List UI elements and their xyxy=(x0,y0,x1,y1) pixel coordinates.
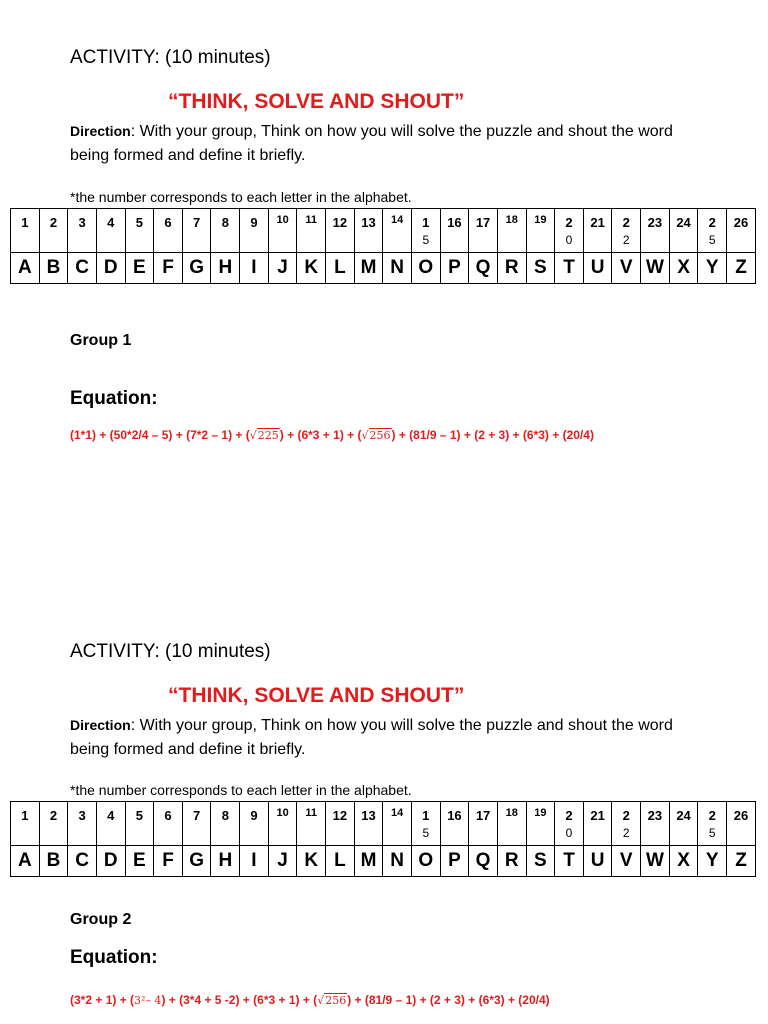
square-root-sign: √256 xyxy=(317,994,347,1007)
letter-cell: D xyxy=(96,846,125,877)
number-cell: 26 xyxy=(727,209,756,253)
number-cell: 4 xyxy=(96,802,125,846)
number-cell: 1 xyxy=(11,802,40,846)
letter-cell: P xyxy=(440,253,469,284)
letter-cell: U xyxy=(583,846,612,877)
letter-cell: Q xyxy=(469,253,498,284)
letter-cell: M xyxy=(354,253,383,284)
direction-text: : With your group, Think on how you will solve the puzzle and shout the word being formed and define it briefly. xyxy=(70,123,673,164)
letter-cell: A xyxy=(11,846,40,877)
number-cell: 14 xyxy=(383,802,412,846)
number-cell: 11 xyxy=(297,209,326,253)
letter-cell: I xyxy=(240,846,269,877)
letter-cell: F xyxy=(154,846,183,877)
game-title: “THINK, SOLVE AND SHOUT” xyxy=(168,684,465,707)
number-cell: 13 xyxy=(354,209,383,253)
number-cell: 2 0 xyxy=(555,209,584,253)
number-cell: 5 xyxy=(125,802,154,846)
letter-cell: B xyxy=(39,253,68,284)
number-cell: 2 2 xyxy=(612,209,641,253)
activity-title: ACTIVITY: (10 minutes) xyxy=(70,641,271,662)
number-cell: 9 xyxy=(240,209,269,253)
number-cell: 19 xyxy=(526,209,555,253)
letter-cell: J xyxy=(268,846,297,877)
number-cell: 3 xyxy=(68,802,97,846)
number-cell: 9 xyxy=(240,802,269,846)
letter-cell: V xyxy=(612,846,641,877)
power-expression: 3²– 4 xyxy=(134,994,162,1007)
number-cell: 2 2 xyxy=(612,802,641,846)
letter-cell: X xyxy=(669,253,698,284)
letter-cell: T xyxy=(555,846,584,877)
direction-label: Direction xyxy=(70,717,131,733)
letter-cell: K xyxy=(297,253,326,284)
number-cell: 12 xyxy=(326,209,355,253)
letter-cell: E xyxy=(125,846,154,877)
letter-cell: H xyxy=(211,253,240,284)
group-label: Group 1 xyxy=(70,332,132,349)
direction-paragraph xyxy=(70,119,710,168)
letter-cell: A xyxy=(11,253,40,284)
letter-cell: Z xyxy=(727,846,756,877)
letter-cell: O xyxy=(411,846,440,877)
letter-cell: T xyxy=(555,253,584,284)
game-title: “THINK, SOLVE AND SHOUT” xyxy=(168,90,465,113)
letter-cell: R xyxy=(497,253,526,284)
number-cell: 2 0 xyxy=(555,802,584,846)
letter-cell: H xyxy=(211,846,240,877)
letter-cell: K xyxy=(297,846,326,877)
letter-cell: D xyxy=(96,253,125,284)
number-cell: 24 xyxy=(669,802,698,846)
letter-cell: S xyxy=(526,253,555,284)
direction-paragraph xyxy=(70,713,710,762)
number-cell: 21 xyxy=(583,209,612,253)
number-cell: 17 xyxy=(469,802,498,846)
letter-cell: W xyxy=(641,253,670,284)
number-cell: 7 xyxy=(182,802,211,846)
number-cell: 17 xyxy=(469,209,498,253)
number-cell: 23 xyxy=(641,802,670,846)
number-cell: 3 xyxy=(68,209,97,253)
letter-cell: Y xyxy=(698,846,727,877)
direction-label: Direction xyxy=(70,123,131,139)
number-cell: 2 xyxy=(39,802,68,846)
letter-cell: U xyxy=(583,253,612,284)
number-cell: 18 xyxy=(497,802,526,846)
equation-label: Equation: xyxy=(70,388,158,409)
number-cell: 4 xyxy=(96,209,125,253)
letter-cell: P xyxy=(440,846,469,877)
letter-cell: W xyxy=(641,846,670,877)
letter-cell: M xyxy=(354,846,383,877)
letter-cell: C xyxy=(68,253,97,284)
number-cell: 14 xyxy=(383,209,412,253)
letter-cell: N xyxy=(383,253,412,284)
letter-cell: O xyxy=(411,253,440,284)
letter-cell: C xyxy=(68,846,97,877)
letter-cell: G xyxy=(182,846,211,877)
number-cell: 1 xyxy=(11,209,40,253)
number-cell: 16 xyxy=(440,802,469,846)
number-cell: 6 xyxy=(154,209,183,253)
letter-cell: I xyxy=(240,253,269,284)
letter-cell: E xyxy=(125,253,154,284)
letter-cell: N xyxy=(383,846,412,877)
number-cell: 7 xyxy=(182,209,211,253)
letter-cell: Q xyxy=(469,846,498,877)
letter-cell: R xyxy=(497,846,526,877)
letter-cell: V xyxy=(612,253,641,284)
equation-text: (1*1) + (50*2/4 – 5) + (7*2 – 1) + (√225) + (6*3 + 1) + (√256) + (81/9 – 1) + (2 + 3) + (6*3) + (20/4) xyxy=(70,428,594,442)
number-cell: 2 5 xyxy=(698,802,727,846)
square-root-sign: √256 xyxy=(361,429,391,442)
equation-label: Equation: xyxy=(70,947,158,968)
direction-text: : With your group, Think on how you will solve the puzzle and shout the word being formed and define it briefly. xyxy=(70,717,673,758)
number-cell: 10 xyxy=(268,802,297,846)
number-cell: 16 xyxy=(440,209,469,253)
letter-cell: J xyxy=(268,253,297,284)
number-cell: 8 xyxy=(211,802,240,846)
letter-cell: L xyxy=(326,846,355,877)
letter-cell: G xyxy=(182,253,211,284)
number-cell: 2 5 xyxy=(698,209,727,253)
number-cell: 23 xyxy=(641,209,670,253)
equation-text: (3*2 + 1) + (3²– 4) + (3*4 + 5 -2) + (6*3 + 1) + (√256) + (81/9 – 1) + (2 + 3) + (6*3) + (20/4) xyxy=(70,993,550,1007)
number-cell: 1 5 xyxy=(411,802,440,846)
number-cell: 19 xyxy=(526,802,555,846)
activity-title: ACTIVITY: (10 minutes) xyxy=(70,47,271,68)
alphabet-note: *the number corresponds to each letter in the alphabet. xyxy=(70,189,412,205)
alphabet-table xyxy=(10,801,756,877)
letter-cell: X xyxy=(669,846,698,877)
number-cell: 8 xyxy=(211,209,240,253)
number-cell: 12 xyxy=(326,802,355,846)
number-cell: 18 xyxy=(497,209,526,253)
number-cell: 6 xyxy=(154,802,183,846)
number-cell: 21 xyxy=(583,802,612,846)
number-cell: 26 xyxy=(727,802,756,846)
number-cell: 1 5 xyxy=(411,209,440,253)
letter-cell: S xyxy=(526,846,555,877)
square-root-sign: √225 xyxy=(249,429,279,442)
letter-cell: L xyxy=(326,253,355,284)
letter-cell: Y xyxy=(698,253,727,284)
number-cell: 13 xyxy=(354,802,383,846)
letter-cell: Z xyxy=(727,253,756,284)
alphabet-note: *the number corresponds to each letter in the alphabet. xyxy=(70,782,412,798)
number-cell: 11 xyxy=(297,802,326,846)
letter-cell: F xyxy=(154,253,183,284)
number-cell: 5 xyxy=(125,209,154,253)
group-label: Group 2 xyxy=(70,911,132,928)
number-cell: 24 xyxy=(669,209,698,253)
number-cell: 10 xyxy=(268,209,297,253)
number-cell: 2 xyxy=(39,209,68,253)
alphabet-table xyxy=(10,208,756,284)
letter-cell: B xyxy=(39,846,68,877)
